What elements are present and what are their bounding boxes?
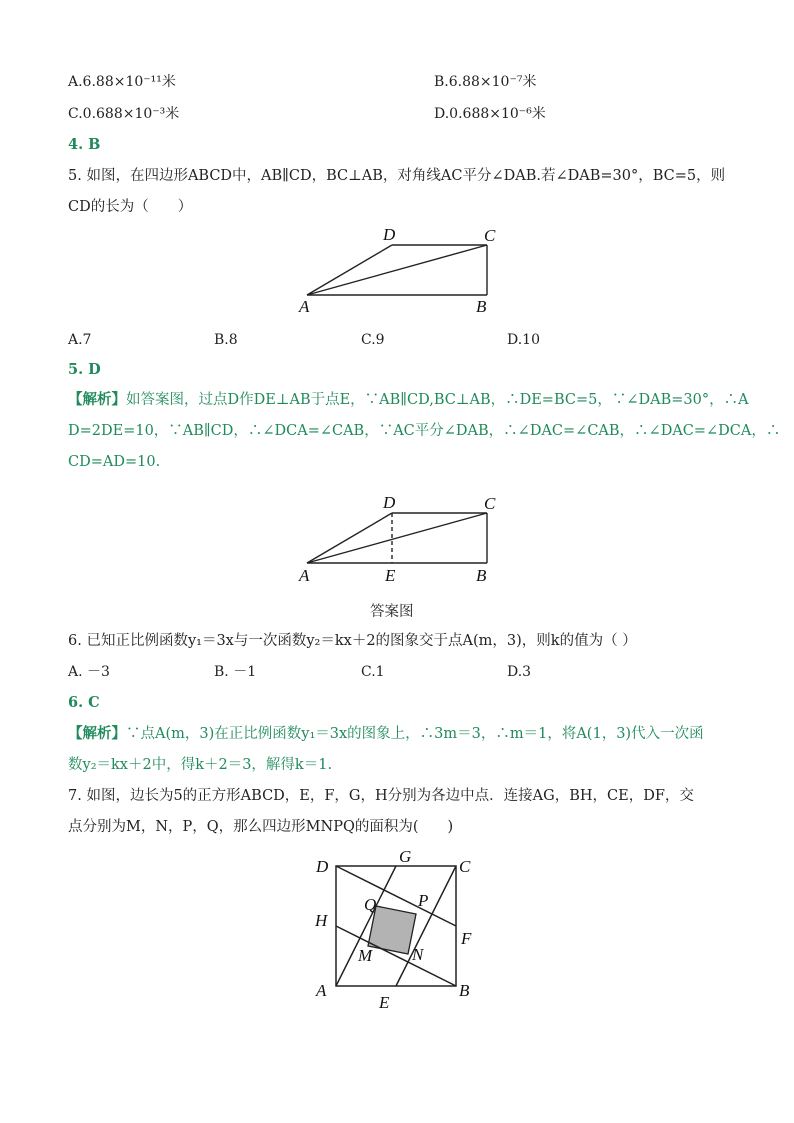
q5a-label-c: C [484,494,496,513]
q6-answer: 6. C [68,694,100,711]
q5-answer: 5. D [68,361,101,378]
q5-stem-line2: CD的长为（ ） [68,199,193,215]
q7-label-g: G [399,847,412,866]
q5-label-c: C [484,226,496,245]
q5-label-a: A [299,297,310,316]
q7-label-n: N [412,945,424,964]
q7-stem-line2: 点分别为M，N，P，Q，那么四边形MNPQ的面积为( ) [68,819,454,835]
q7-label-m: M [358,946,373,965]
q7-label-f: F [461,929,472,948]
q5a-label-b: B [476,566,487,585]
q7-label-q: Q [364,895,377,914]
q4-option-c: C.0.688×10⁻³米 [68,106,180,122]
q5a-label-a: A [299,566,310,585]
q5-label-b: B [476,297,487,316]
q6-analysis-line2: 数y₂＝kx＋2中，得k＋2＝3，解得k＝1. [68,757,333,773]
q5-option-a: A.7 [68,332,92,348]
q7-stem-line1: 7. 如图，边长为5的正方形ABCD，E，F，G，H分别为各边中点．连接AG，BH，CE，DF，交 [68,788,694,804]
q5a-label-e: E [385,566,396,585]
q4-option-d: D.0.688×10⁻⁶米 [434,106,546,122]
q5a-label-d: D [383,493,396,512]
q5-option-d: D.10 [507,332,540,348]
q4-option-b: B.6.88×10⁻⁷米 [434,74,537,90]
q4-answer: 4. B [68,136,101,153]
q5-option-c: C.9 [361,332,385,348]
q5-option-b: B.8 [214,332,238,348]
q4-option-a: A.6.88×10⁻¹¹米 [68,74,176,90]
answer-figure-caption: 答案图 [370,604,414,620]
q5-analysis-tag: 【解析】 [68,391,126,408]
q6-option-d: D.3 [507,664,532,680]
q5-analysis-line3: CD=AD=10. [68,454,161,470]
q6-stem: 6. 已知正比例函数y₁＝3x与一次函数y₂＝kx＋2的图象交于点A(m，3)，则k的值为（ ） [68,633,637,649]
q5-analysis-line2: D=2DE=10，∵AB∥CD，∴∠DCA=∠CAB，∵AC平分∠DAB，∴∠DAC=∠CAB，∴∠DAC=∠DCA，∴ [68,423,781,439]
q7-label-e: E [379,993,390,1012]
q7-label-h: H [315,911,328,930]
q6-analysis-text1: ∵点A(m，3)在正比例函数y₁＝3x的图象上，∴3m＝3，∴m＝1，将A(1，3)代入一次函 [126,726,704,742]
q7-label-b: B [459,981,470,1000]
q6-option-c: C.1 [361,664,385,680]
q6-option-b: B. －1 [214,664,257,680]
q7-label-a: A [316,981,327,1000]
q7-label-p: P [418,891,429,910]
q7-label-c: C [459,857,471,876]
q5-analysis-text1: 如答案图，过点D作DE⊥AB于点E，∵AB∥CD,BC⊥AB，∴DE=BC=5，∵∠DAB=30°，∴A [126,392,749,408]
q7-label-d: D [316,857,329,876]
q5-label-d: D [383,225,396,244]
q6-analysis-tag: 【解析】 [68,725,126,742]
q5-stem-line1: 5. 如图，在四边形ABCD中，AB∥CD，BC⊥AB，对角线AC平分∠DAB.若∠DAB=30°，BC=5，则 [68,168,726,184]
q6-option-a: A. －3 [68,664,110,680]
